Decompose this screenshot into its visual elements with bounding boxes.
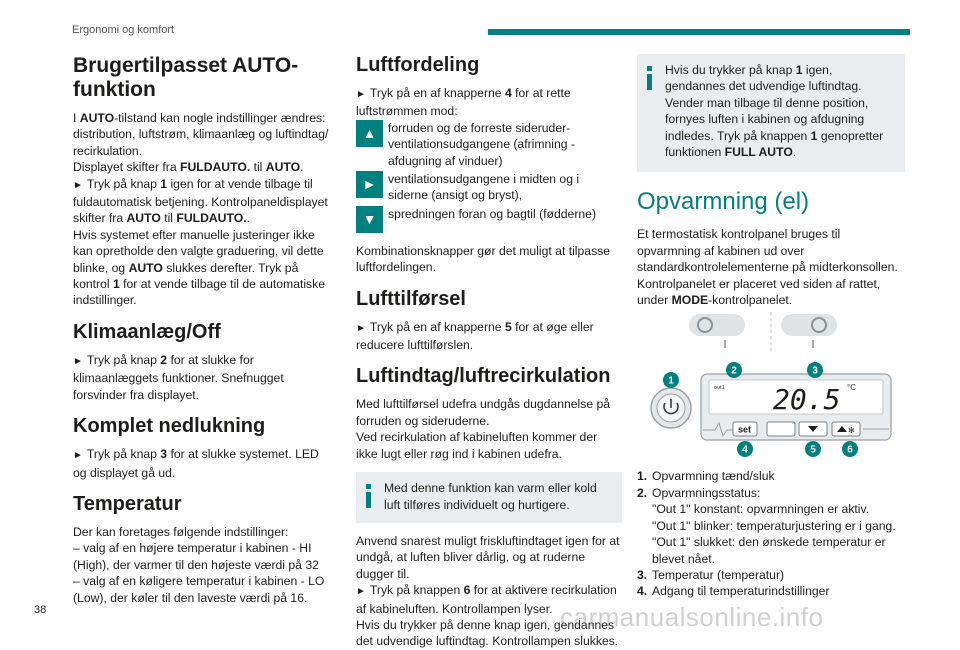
snowflake-icon: ✻ <box>848 426 855 436</box>
list-item: "Out 1" blinker: temperaturjustering er i gang. <box>652 518 896 533</box>
temperature-hi: – valg af en højere temperatur i kabinen - HI (High), der varmer til den højeste værdi på 32 <box>73 541 319 572</box>
recirculation-heading: Luftindtag/luftrecirkulation <box>356 365 611 388</box>
temperature-intro: Der kan foretages følgende indstillinger: <box>73 524 289 539</box>
list-item: "Out 1" konstant: opvarmningen er aktiv. <box>652 502 870 517</box>
watermark: carmanualsonline.info <box>560 602 824 632</box>
heating-paragraph: Et termostatisk kontrolpanel bruges til opvarmning af kabinen ud over standardkontrolelementerne på midterkonsollen. Kontrolpanelet er placeret ved siden af rattet, under MODE-kontrolpanelet. <box>637 227 898 308</box>
distribution-item-text: ventilationsudgangene i midten og i siderne (ansigt og bryst), <box>388 172 580 203</box>
arrow-bullet-icon: ► <box>356 586 366 598</box>
list-item: 3. Temperatur (temperatur) <box>637 567 785 582</box>
callout-6: 6 <box>847 444 853 456</box>
ac-heading: Klimaanlæg/Off <box>73 320 221 343</box>
arrow-bullet-icon: ► <box>73 179 83 191</box>
distribution-item-windscreen <box>356 120 622 169</box>
distribution-paragraph: ► Tryk på en af knapperne 4 for at rette luftstrømmen mod: <box>356 86 571 119</box>
decrease-button[interactable] <box>767 422 795 436</box>
list-item: 1. Opvarmning tænd/sluk <box>637 469 775 484</box>
callout-1: 1 <box>668 375 674 387</box>
distribution-heading: Luftfordeling <box>356 54 480 76</box>
distribution-item-feet <box>356 206 622 233</box>
info-box <box>356 472 622 523</box>
auto-paragraph-2: Displayet skifter fra FULDAUTO. til AUTO. <box>73 160 304 175</box>
temperature-lo: – valg af en køligere temperatur i kabinen - LO (Low), der køler til den laveste værdi på 16. <box>73 574 325 605</box>
legend-list <box>637 468 905 599</box>
heating-heading: Opvarmning (el) <box>637 188 810 216</box>
distribution-combination: Kombinationsknapper gør det muligt at tilpasse luftfordelingen. <box>356 243 611 275</box>
callout-2: 2 <box>731 365 737 377</box>
celsius-unit: °C <box>847 383 856 393</box>
list-item: 4. Adgang til temperaturindstillinger <box>637 584 830 599</box>
arrow-bullet-icon: ► <box>356 89 366 100</box>
distribution-item-text: spredningen foran og bagtil (fødderne) <box>388 206 596 221</box>
recirculation-paragraph-5: Hvis du trykker på denne knap igen, gendannes det udvendige luftindtag. Kontrollampen slukkes. <box>356 617 619 649</box>
out1-indicator: out1 <box>714 385 725 392</box>
page-number: 38 <box>34 604 47 616</box>
airflow-heading: Lufttilførsel <box>356 287 466 310</box>
windscreen-vent-icon: ▲ <box>356 120 383 147</box>
list-item: "Out 1" slukket: den ønskede temperatur er blevet nået. <box>652 535 886 566</box>
heating-panel-diagram <box>637 308 905 468</box>
feet-vent-icon: ▼ <box>356 206 383 233</box>
callout-3: 3 <box>812 365 818 377</box>
arrow-bullet-icon: ► <box>73 355 83 367</box>
auto-paragraph-1: I AUTO-tilstand kan nogle indstillinger ændres: distribution, luftstrøm, klimaanlæg og luftindtag/ recirkulation. <box>73 111 329 158</box>
callout-4: 4 <box>742 444 748 456</box>
face-vent-icon: ► <box>356 171 383 198</box>
airflow-paragraph: ► Tryk på en af knapperne 5 for at øge eller reducere lufttilførslen. <box>356 319 594 353</box>
auto-heading: Brugertilpasset AUTO-funktion <box>73 54 299 101</box>
recirculation-paragraph-2: Ved recirkulation af kabineluften kommer der ikke lugt eller røg ind i kabinen udefra. <box>356 430 598 461</box>
distribution-item-text: forruden og de forreste sideruder-ventilationsudgangene (afrimning - afdugning af vinduer) <box>388 120 575 168</box>
shutdown-heading: Komplet nedlukning <box>73 415 266 438</box>
steering-wheel-icon <box>781 314 837 348</box>
auto-paragraph-3: ► Tryk på knap 1 igen for at vende tilbage til fuldautomatisk betjening. Kontrolpaneldisplayet skifter fra AUTO til FULDAUTO.. <box>73 176 328 226</box>
auto-paragraph-4: Hvis systemet efter manuelle justeringer ikke kan opretholde den valgte graduering, vil dette blinke, og AUTO slukkes derefter. Tryk på kontrol 1 for at vende tilbage til de automatiske indstillinger. <box>73 227 326 308</box>
steering-wheel-icon <box>689 314 745 348</box>
column-2 <box>356 54 622 650</box>
arrow-bullet-icon: ► <box>356 322 366 334</box>
temperature-heading: Temperatur <box>73 492 182 515</box>
recirculation-paragraph-3: Anvend snarest muligt friskluftindtaget igen for at undgå, at luften bliver dårlig, og at ruderne dugger til. <box>356 533 620 581</box>
recirculation-paragraph-4: ► Tryk på knappen 6 for at aktivere recirkulation af kabineluften. Kontrollampen lyser. <box>356 583 617 616</box>
distribution-item-face <box>356 171 622 204</box>
info-icon <box>366 484 371 508</box>
heating-panel-illustration <box>637 308 905 468</box>
list-item: 2. Opvarmningsstatus: <box>637 485 761 500</box>
info-icon <box>647 66 652 90</box>
column-3 <box>637 54 905 600</box>
temperature-readout: 20.5 <box>773 383 841 417</box>
column-1 <box>73 54 333 606</box>
info-box <box>637 54 905 172</box>
up-snow-button[interactable] <box>832 422 860 436</box>
set-label: set <box>738 424 752 435</box>
info-text: Hvis du trykker på knap 1 igen, gendannes det udvendige luftindtag. Vender man tilbage til denne position, fornyes luften i kabinen og afdugning indledes. Tryk på knappen 1 genopretter funktionen FULL AUTO. <box>665 63 884 160</box>
shutdown-paragraph: ► Tryk på knap 3 for at slukke systemet. LED og displayet gå ud. <box>73 447 319 480</box>
ac-paragraph: ► Tryk på knap 2 for at slukke for klimaanlæggets funktioner. Snefnugget forsvinder fra displayet. <box>73 352 284 402</box>
running-header: Ergonomi og komfort <box>72 24 175 36</box>
info-text: Med denne funktion kan varm eller kold luft tilføres individuelt og hurtigere. <box>384 481 597 512</box>
arrow-bullet-icon: ► <box>73 450 83 462</box>
callout-5: 5 <box>810 444 816 456</box>
header-accent-bar <box>488 29 910 35</box>
recirculation-paragraph-1: Med lufttilførsel udefra undgås dugdannelse på forruden og sideruderne. <box>356 397 611 428</box>
